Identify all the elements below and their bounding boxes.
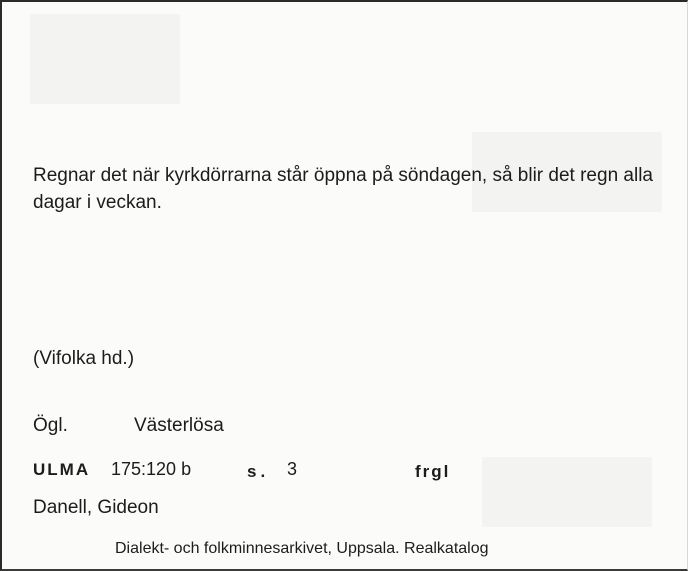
category-code: frgl — [415, 462, 451, 481]
parish-label: Västerlösa — [134, 415, 224, 436]
page-label: s. — [247, 462, 270, 481]
archive-footer: Dialekt- och folkminnesarkivet, Uppsala. Realkatalog — [115, 540, 489, 557]
record-text: Regnar det när kyrkdörrarna står öppna på söndagen, så blir det regn alla dagar i veckan. — [33, 165, 653, 213]
page-number: 3 — [287, 459, 298, 479]
bleed-through-mark — [482, 457, 652, 527]
archive-code: ULMA — [33, 460, 91, 479]
district-label: (Vifolka hd.) — [33, 348, 135, 369]
bleed-through-mark — [30, 14, 180, 104]
collector-name: Danell, Gideon — [33, 497, 159, 518]
province-label: Ögl. — [33, 415, 68, 436]
call-number: 175:120 b — [111, 459, 192, 479]
